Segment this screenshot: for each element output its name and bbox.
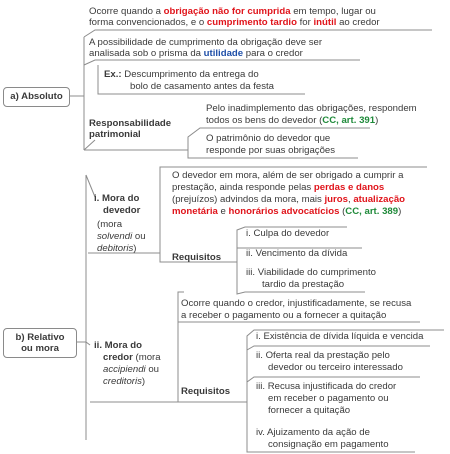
- responsabilidade-label-line1: Responsabilidade: [89, 118, 172, 129]
- credor-desc-line2: a receber o pagamento ou a fornecer a quitação: [181, 310, 387, 321]
- devedor-requisitos-label: Requisitos: [172, 252, 222, 263]
- responsabilidade-label-line2: patrimonial: [89, 129, 141, 140]
- responsabilidade-item2-line1: O patrimônio do devedor que: [206, 133, 331, 144]
- credor-requisitos-label: Requisitos: [181, 386, 231, 397]
- absoluto-possibilidade-line1: A possibilidade de cumprimento da obrigação deve ser: [89, 37, 323, 48]
- node-relativo: [3, 328, 77, 358]
- mora-credor-title-line3: accipiendi ou: [103, 364, 160, 375]
- node-absoluto: [3, 87, 70, 107]
- devedor-req3-line1: iii. Viabilidade do cumprimento: [246, 267, 376, 278]
- absoluto-conceito-line2: forma convencionados, e o cumprimento tardio for inútil ao credor: [89, 17, 380, 28]
- exemplo-label: Ex.:: [104, 69, 122, 80]
- credor-req3-line3: fornecer a quitação: [268, 405, 351, 416]
- credor-req2-line2: devedor ou terceiro interessado: [268, 362, 403, 373]
- mora-devedor-sub-line1: (mora: [97, 219, 123, 230]
- credor-req4-line1: iv. Ajuizamento da ação de: [256, 427, 370, 438]
- node-absoluto-label: a) Absoluto: [10, 91, 63, 103]
- responsabilidade-item1-line2: todos os bens do devedor (CC, art. 391): [206, 115, 379, 126]
- credor-req1: i. Existência de dívida líquida e vencida: [256, 331, 424, 342]
- absoluto-conceito-line1: Ocorre quando a obrigação não for cumprida em tempo, lugar ou: [89, 6, 376, 17]
- devedor-desc-line3: (prejuízos) advindos da mora, mais juros, atualização: [172, 194, 406, 205]
- devedor-desc-line4: monetária e honorários advocatícios (CC, art. 389): [172, 206, 402, 217]
- credor-req3-line2: em receber o pagamento ou: [268, 393, 389, 404]
- credor-req4-line2: consignação em pagamento: [268, 439, 389, 450]
- mora-devedor-sub-line3: debitoris): [97, 243, 137, 254]
- node-relativo-label-line2: ou mora: [21, 343, 59, 354]
- absoluto-exemplo-line2: bolo de casamento antes da festa: [130, 81, 275, 92]
- credor-req3-line1: iii. Recusa injustificada do credor: [256, 381, 397, 392]
- credor-req2-line1: ii. Oferta real da prestação pelo: [256, 350, 390, 361]
- devedor-desc-line1: O devedor em mora, além de ser obrigado a cumprir a: [172, 170, 404, 181]
- node-relativo-label-line1: b) Relativo: [15, 331, 65, 343]
- devedor-req2: ii. Vencimento da dívida: [246, 248, 348, 259]
- credor-desc-line1: Ocorre quando o credor, injustificadamente, se recusa: [181, 298, 412, 309]
- devedor-req3-line2: tardio da prestação: [262, 279, 345, 290]
- devedor-req1: i. Culpa do devedor: [246, 228, 330, 239]
- responsabilidade-item2-line2: responde por suas obrigações: [206, 145, 336, 156]
- absoluto-exemplo-line1: Ex.: Descumprimento da entrega do: [104, 69, 259, 80]
- devedor-desc-line2: prestação, ainda responde pelas perdas e danos: [172, 182, 385, 193]
- absoluto-possibilidade-line2: analisada sob o prisma da utilidade para o credor: [89, 48, 303, 59]
- mora-devedor-title-line1: i. Mora do: [94, 193, 140, 204]
- mora-credor-title-line1: ii. Mora do: [94, 340, 142, 351]
- responsabilidade-item1-line1: Pelo inadimplemento das obrigações, respondem: [206, 103, 417, 114]
- mora-devedor-sub-line2: solvendi ou: [97, 231, 146, 242]
- mora-credor-title-line4: creditoris): [103, 376, 146, 387]
- mora-devedor-title-line2: devedor: [103, 205, 141, 216]
- mora-credor-title-line2: credor (mora: [103, 352, 161, 363]
